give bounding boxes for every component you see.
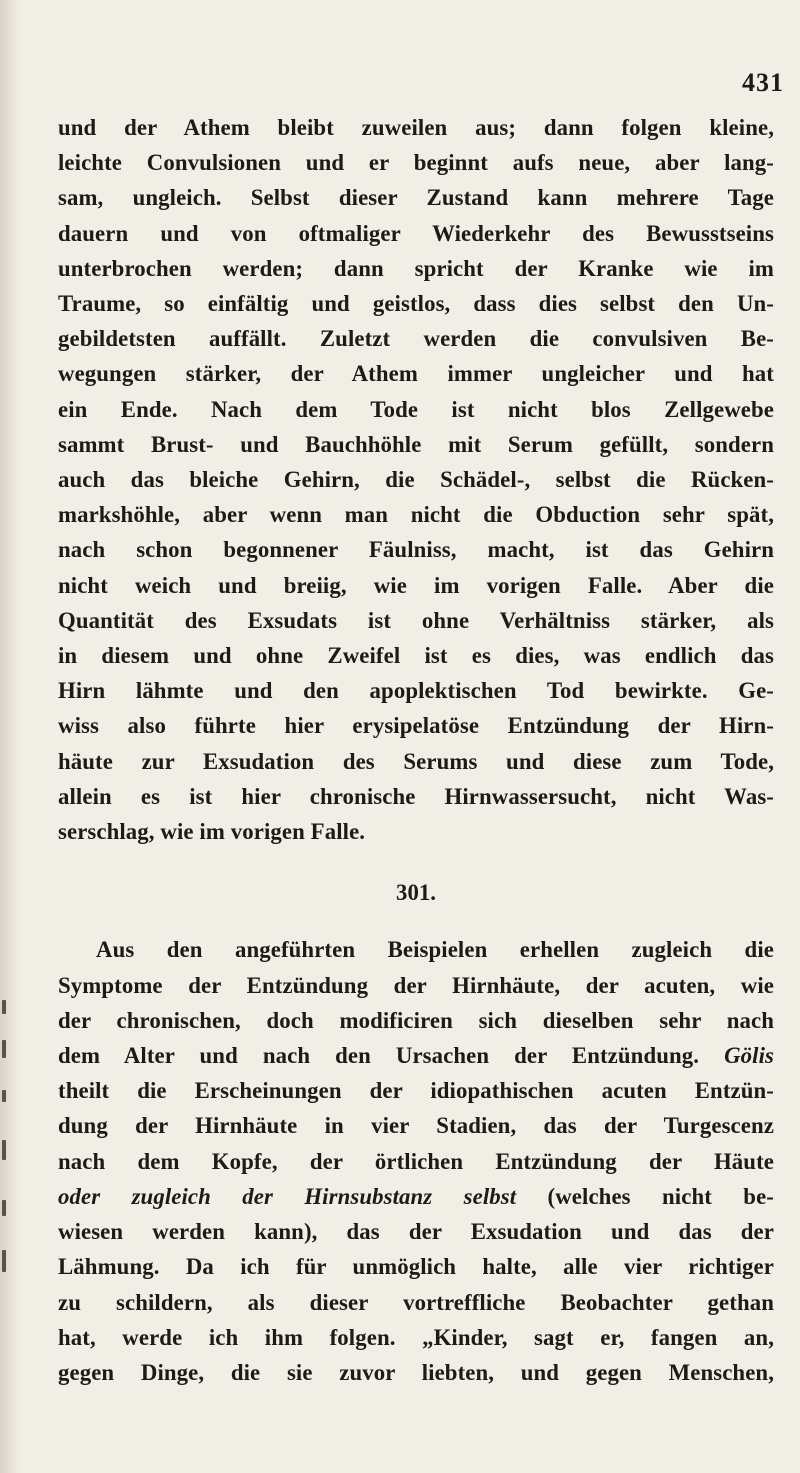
text-line: wiesen werden kann), das der Exsudation und das der [58,1219,774,1245]
text-line: wegungen stärker, der Athem immer ungleicher und hat [58,361,774,387]
text-line: gegen Dinge, die sie zuvor liebten, und gegen Menschen, [58,1359,774,1385]
binding-mark [2,1000,6,1014]
text-line: wiss also führte hier erysipelatöse Entzündung der Hirn- [58,713,774,739]
text-line: unterbrochen werden; dann spricht der Kranke wie im [58,255,774,281]
paragraph-2 [58,932,774,1390]
page-number: 431 [742,68,784,97]
author-name-goelis: Gölis [724,1043,774,1069]
text-line: leichte Convulsionen und er beginnt aufs neue, aber lang- [58,150,774,176]
text-line: sam, ungleich. Selbst dieser Zustand kann mehrere Tage [58,185,774,211]
text-line: theilt die Erscheinungen der idiopathischen acuten Entzün- [58,1078,774,1104]
text-line: nach dem Kopfe, der örtlichen Entzündung der Häute [58,1148,774,1174]
text-line: nach schon begonnener Fäulniss, macht, ist das Gehirn [58,537,774,563]
text-segment: dem Alter und nach den Ursachen der Entzündung. [58,1043,725,1069]
text-line: dung der Hirnhäute in vier Stadien, das der Turgescenz [58,1113,774,1139]
text-line: Quantität des Exsudats ist ohne Verhältniss stärker, als [58,607,774,633]
text-line: markshöhle, aber wenn man nicht die Obduction sehr spät, [58,502,774,528]
paragraph-1 [58,110,774,849]
text-line: Hirn lähmte und den apoplektischen Tod bewirkte. Ge- [58,678,774,704]
text-line: Lähmung. Da ich für unmöglich halte, alle vier richtiger [58,1254,774,1280]
text-line: allein es ist hier chronische Hirnwassersucht, nicht Was- [58,783,774,809]
binding-mark [2,1200,6,1216]
text-line: ein Ende. Nach dem Tode ist nicht blos Zellgewebe [58,396,774,422]
body-text [58,110,774,1390]
text-line: dauern und von oftmaliger Wiederkehr des Bewusstseins [58,220,774,246]
binding-mark [2,1040,6,1058]
text-line: und der Athem bleibt zuweilen aus; dann folgen kleine, [58,115,774,140]
text-segment: (welches nicht be- [516,1183,774,1209]
text-line: serschlag, wie im vorigen Falle. [58,819,366,845]
binding-mark [2,1140,6,1160]
text-line: Aus den angeführten Beispielen erhellen zugleich die [96,937,774,963]
text-line: der chronischen, doch modificiren sich dieselben sehr nach [58,1007,774,1033]
text-line: zu schildern, als dieser vortreffliche Beobachter gethan [58,1289,774,1315]
text-line [58,1179,774,1214]
text-line: hat, werde ich ihm folgen. „Kinder, sagt er, fangen an, [58,1324,774,1350]
text-line: Symptome der Entzündung der Hirnhäute, der acuten, wie [58,972,774,998]
text-line: Traume, so einfältig und geistlos, dass dies selbst den Un- [58,291,774,317]
binding-mark [2,1090,6,1102]
text-line: sammt Brust- und Bauchhöhle mit Serum gefüllt, sondern [58,431,774,457]
text-line: nicht weich und breiig, wie im vorigen Falle. Aber die [58,572,774,598]
text-line [58,1038,774,1073]
text-line: auch das bleiche Gehirn, die Schädel-, selbst die Rücken- [58,467,774,493]
gutter-binding-marks [2,1000,10,1320]
text-line: in diesem und ohne Zweifel ist es dies, was endlich das [58,643,774,669]
text-line: häute zur Exsudation des Serums und diese zum Tode, [58,748,774,774]
binding-mark [2,1250,6,1272]
text-line: gebildetsten auffällt. Zuletzt werden die convulsiven Be- [58,326,774,352]
italic-text-segment: oder zugleich der Hirnsubstanz selbst [58,1183,517,1209]
section-number: 301. [396,880,436,906]
